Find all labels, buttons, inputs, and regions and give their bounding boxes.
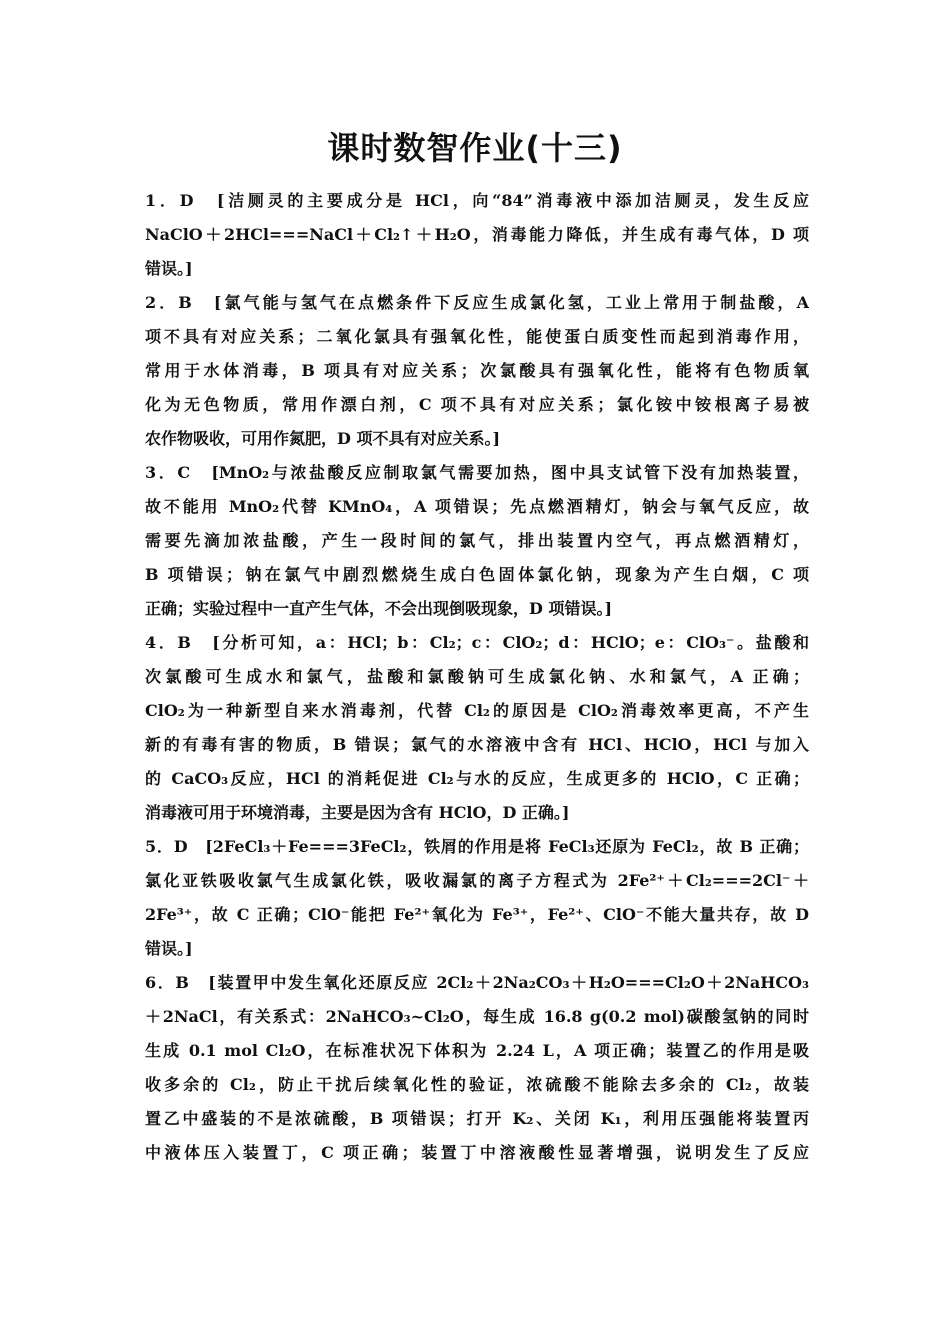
text-line: 次氯酸可生成水和氯气，盐酸和氯酸钠可生成氯化钠、水和氯气，A 正确； (145, 667, 809, 686)
text-line: 2．B [氯气能与氢气在点燃条件下反应生成氯化氢，工业上常用于制盐酸，A (145, 293, 809, 312)
text-line: 中液体压入装置丁，C 项正确；装置丁中溶液酸性显著增强，说明发生了反应 (145, 1143, 809, 1162)
text-line: 5．D [2FeCl₃＋Fe===3FeCl₂，铁屑的作用是将 FeCl₃还原为 FeCl₂，故 B 正确； (145, 837, 809, 856)
text-line: 农作物吸收，可用作氮肥，D 项不具有对应关系。] (145, 429, 501, 448)
text-line: 错误。] (145, 939, 193, 958)
text-line: 故不能用 MnO₂代替 KMnO₄，A 项错误；先点燃酒精灯，钠会与氧气反应，故 (145, 497, 809, 516)
text-line: 错误。] (145, 259, 193, 278)
text-line: ＋2NaCl，有关系式：2NaHCO₃~Cl₂O，每生成 16.8 g(0.2 mol)碳酸氢钠的同时 (145, 1007, 809, 1026)
text-line: 需要先滴加浓盐酸，产生一段时间的氯气，排出装置内空气，再点燃酒精灯， (145, 531, 809, 550)
text-line: 正确；实验过程中一直产生气体，不会出现倒吸现象，D 项错误。] (145, 599, 613, 618)
text-line: 3．C [MnO₂与浓盐酸反应制取氯气需要加热，图中具支试管下没有加热装置， (145, 463, 809, 482)
text-line: 常用于水体消毒，B 项具有对应关系；次氯酸具有强氧化性，能将有色物质氧 (145, 361, 809, 380)
text-line: B 项错误；钠在氯气中剧烈燃烧生成白色固体氯化钠，现象为产生白烟，C 项 (145, 565, 809, 584)
text-line: 4．B [分析可知，a：HCl；b：Cl₂；c：ClO₂；d：HClO；e：ClO₃⁻。盐酸和 (145, 633, 809, 652)
page-title: 课时数智作业(十三) (327, 129, 623, 167)
text-line: 项不具有对应关系；二氧化氯具有强氧化性，能使蛋白质变性而起到消毒作用， (145, 327, 809, 346)
text-line: 置乙中盛装的不是浓硫酸，B 项错误；打开 K₂、关闭 K₁，利用压强能将装置丙 (145, 1109, 809, 1128)
answer-text-body (145, 184, 809, 1170)
text-line: 氯化亚铁吸收氯气生成氯化铁，吸收漏氯的离子方程式为 2Fe²⁺＋Cl₂===2Cl⁻＋ (145, 871, 809, 890)
text-line: 2Fe³⁺，故 C 正确；ClO⁻能把 Fe²⁺氧化为 Fe³⁺，Fe²⁺、ClO⁻不能大量共存，故 D (145, 905, 809, 924)
text-line: 消毒液可用于环境消毒，主要是因为含有 HClO，D 正确。] (145, 803, 570, 822)
text-line: 的 CaCO₃反应，HCl 的消耗促进 Cl₂与水的反应，生成更多的 HClO，C 正确； (145, 769, 809, 788)
text-line: 6．B [装置甲中发生氧化还原反应 2Cl₂＋2Na₂CO₃＋H₂O===Cl₂O＋2NaHCO₃ (145, 973, 809, 992)
text-line: ClO₂为一种新型自来水消毒剂，代替 Cl₂的原因是 ClO₂消毒效率更高，不产生 (145, 701, 809, 720)
text-line: 新的有毒有害的物质，B 错误；氯气的水溶液中含有 HCl、HClO，HCl 与加入 (145, 735, 809, 754)
text-line: 1．D [洁厕灵的主要成分是 HCl，向“84”消毒液中添加洁厕灵，发生反应 (145, 191, 809, 210)
text-line: 收多余的 Cl₂，防止干扰后续氧化性的验证，浓硫酸不能除去多余的 Cl₂，故装 (145, 1075, 809, 1094)
text-line: 生成 0.1 mol Cl₂O，在标准状况下体积为 2.24 L，A 项正确；装置乙的作用是吸 (145, 1041, 809, 1060)
text-line: NaClO＋2HCl===NaCl＋Cl₂↑＋H₂O，消毒能力降低，并生成有毒气体，D 项 (145, 225, 809, 244)
text-line: 化为无色物质，常用作漂白剂，C 项不具有对应关系；氯化铵中铵根离子易被 (145, 395, 809, 414)
